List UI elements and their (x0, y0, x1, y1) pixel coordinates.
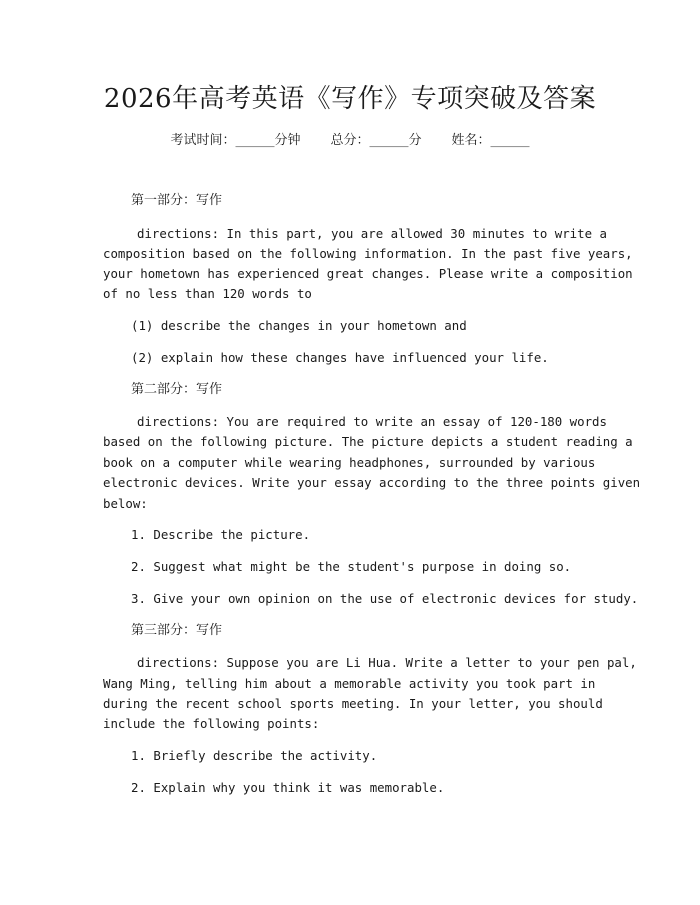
section-2-directions-line: book on a computer while wearing headphones, surrounded by various (103, 455, 596, 470)
section-2-directions-line: directions: You are required to write an essay of 120-180 words (137, 414, 607, 429)
section-3-directions-line: Wang Ming, telling him about a memorable activity you took part in (103, 676, 596, 691)
section-1-directions-line: directions: In this part, you are allowed 30 minutes to write a (137, 226, 607, 241)
section-2-point: 3. Give your own opinion on the use of electronic devices for study. (131, 591, 639, 606)
section-3-directions-line: directions: Suppose you are Li Hua. Write a letter to your pen pal, (137, 655, 637, 670)
section-3-heading: 第三部分：写作 (131, 623, 223, 638)
section-2-directions-line: electronic devices. Write your essay according to the three points given (103, 475, 641, 490)
section-2-point: 1. Describe the picture. (131, 527, 311, 542)
section-3-point: 1. Briefly describe the activity. (131, 748, 378, 763)
exam-time-field: 考试时间：______分钟 (170, 133, 301, 148)
section-1-directions-line: composition based on the following information. In the past five years, (103, 246, 633, 261)
section-2-directions-line: below: (103, 496, 148, 511)
section-1-point: (2) explain how these changes have influenced your life. (131, 350, 549, 365)
section-1-directions-line: of no less than 120 words to (103, 286, 312, 301)
page-title: 2026年高考英语《写作》专项突破及答案 (103, 84, 597, 114)
section-1-heading: 第一部分：写作 (131, 193, 223, 208)
section-1-directions-line: your hometown has experienced great changes. Please write a composition (103, 266, 633, 281)
section-3-point: 2. Explain why you think it was memorable. (131, 780, 445, 795)
section-3-directions-line: include the following points: (103, 716, 320, 731)
name-field: 姓名：______ (451, 133, 530, 148)
section-2-heading: 第二部分：写作 (131, 382, 223, 397)
total-score-field: 总分：______分 (330, 133, 422, 148)
section-3-directions-line: during the recent school sports meeting. In your letter, you should (103, 696, 603, 711)
section-1-point: (1) describe the changes in your hometown and (131, 318, 467, 333)
exam-info-bar (0, 131, 700, 151)
section-2-point: 2. Suggest what might be the student's purpose in doing so. (131, 559, 572, 574)
section-2-directions-line: based on the following picture. The picture depicts a student reading a (103, 434, 633, 449)
